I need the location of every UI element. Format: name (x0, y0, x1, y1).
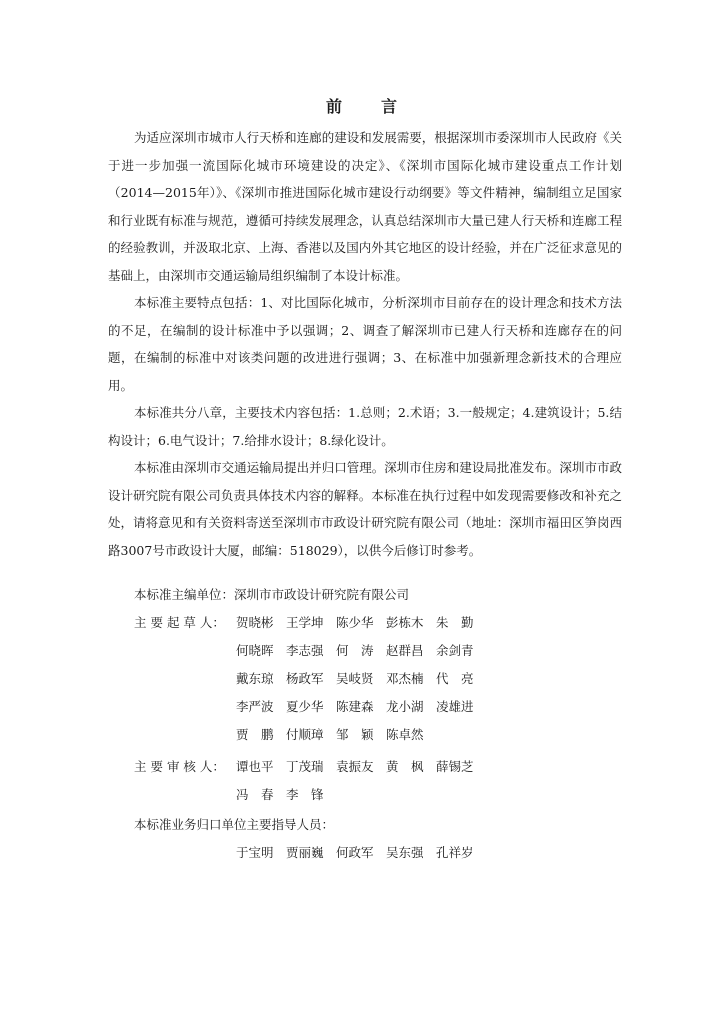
guidance-row: 于宝明 贾丽巍 何政军 吴东强 孔祥岁 (236, 845, 474, 860)
drafters-row: 贾 鹏 付顺璋 邹 颖 陈卓然 (236, 727, 424, 742)
title-char-1: 前 (325, 97, 343, 116)
title-char-2: 言 (381, 97, 399, 116)
paragraph-management: 本标准由深圳市交通运输局提出并归口管理。深圳市住房和建设局批准发布。深圳市市政设计研究院有限公司负责具体技术内容的解释。本标准在执行过程中如发现需要修改和补充之处，请将意见和有关资料寄送至深圳市市政设计研究院有限公司（地址：深圳市福田区笋岗西路3007号市政设计大厦，邮编：518029），以供今后修订时参考。 (108, 460, 622, 558)
drafters-row: 何晓晖 李志强 何 涛 赵群昌 余剑青 (236, 643, 474, 658)
drafters-row: 李严波 夏少华 陈建森 龙小湖 凌雄进 (236, 699, 474, 714)
paragraph-chapters: 本标准共分八章，主要技术内容包括：1.总则；2.术语；3.一般规定；4.建筑设计；5.结构设计；6.电气设计；7.给排水设计；8.绿化设计。 (108, 405, 622, 448)
reviewers-row: 谭也平 丁茂瑞 袁振友 黄 枫 薛锡芝 (236, 759, 474, 774)
paragraph-background: 为适应深圳市城市人行天桥和连廊的建设和发展需要，根据深圳市委深圳市人民政府《关于进一步加强一流国际化城市环境建设的决定》、《深圳市国际化城市建设重点工作计划（2014—2015年）》、《深圳市推进国际化城市建设行动纲要》等文件精神，编制组立足国家和行业既有标准与规范，遵循可持续发展理念，认真总结深圳市大量已建人行天桥和连廊工程的经验教训，并汲取北京、上海、香港以及国内外其它地区的设计经验，并在广泛征求意见的基础上，由深圳市交通运输局组织编制了本设计标准。 (108, 130, 622, 283)
drafters-label: 主 要 起 草 人： (134, 615, 225, 630)
reviewers-label: 主 要 审 核 人： (134, 759, 225, 774)
preface-body (108, 124, 622, 564)
paragraph-features: 本标准主要特点包括：1、对比国际化城市，分析深圳市目前存在的设计理念和技术方法的不足，在编制的设计标准中予以强调；2、调查了解深圳市已建人行天桥和连廊存在的问题，在编制的标准中对该类问题的改进进行强调；3、在标准中加强新理念新技术的合理应用。 (108, 295, 622, 393)
guidance-label: 本标准业务归口单位主要指导人员： (134, 817, 335, 832)
page-title (0, 94, 724, 117)
chief-unit: 本标准主编单位：深圳市市政设计研究院有限公司 (134, 587, 410, 602)
drafters-row: 贺晓彬 王学坤 陈少华 彭栋木 朱 勤 (236, 615, 474, 630)
drafters-row: 戴东琼 杨政军 吴岐贤 邓杰楠 代 亮 (236, 671, 474, 686)
reviewers-row: 冯 春 李 锋 (236, 787, 324, 802)
